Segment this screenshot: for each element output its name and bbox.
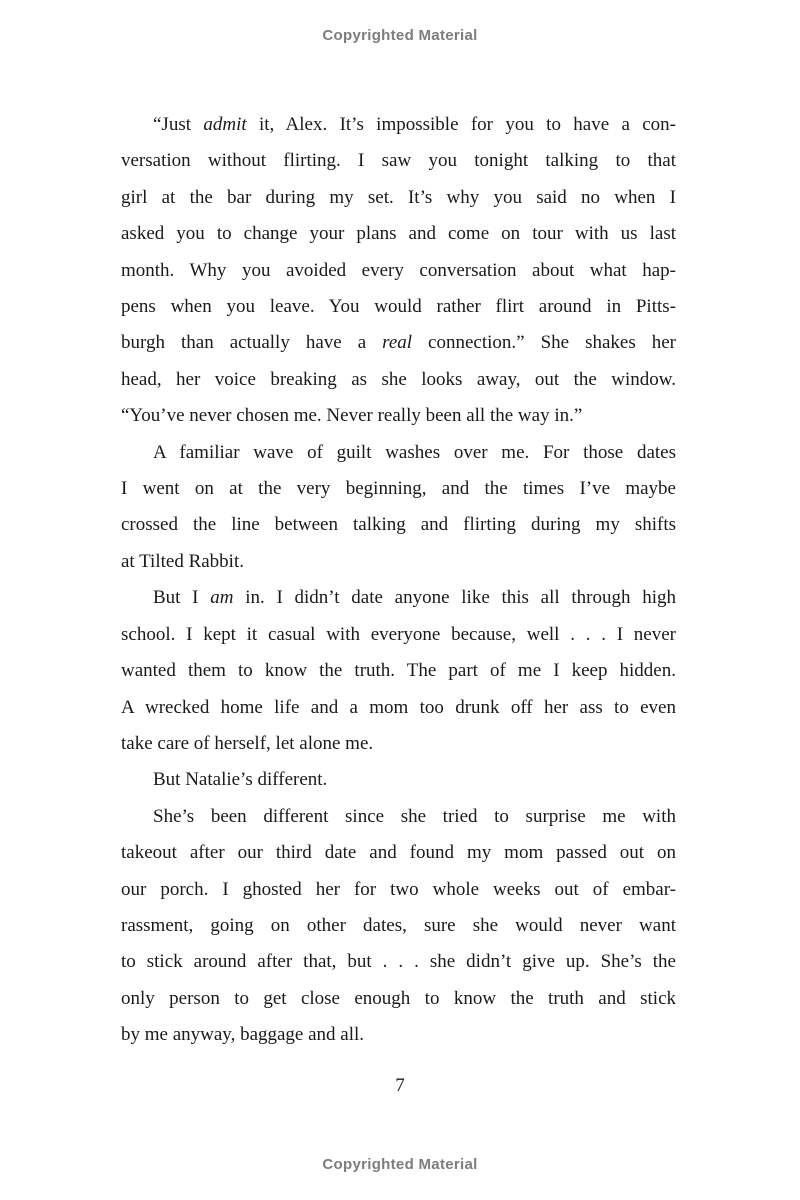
page-number: 7	[395, 1075, 405, 1096]
paragraph	[121, 435, 676, 581]
text-segment: it, Alex. It’s impossible for you to have a con-	[246, 114, 676, 135]
text-line	[121, 143, 676, 179]
text-line	[121, 908, 676, 944]
text-line	[121, 872, 676, 908]
text-segment: rassment, going on other dates, sure she would never want	[121, 914, 676, 936]
text-segment: take care of herself, let alone me.	[121, 732, 374, 754]
text-line	[121, 617, 676, 653]
emphasis-text: real	[382, 332, 413, 354]
text-line	[121, 289, 676, 325]
text-segment: head, her voice breaking as she looks away, out the window.	[121, 368, 676, 390]
text-segment: connection.” She shakes her	[412, 332, 676, 354]
text-line	[121, 253, 676, 289]
text-segment: to stick around after that, but . . . she didn’t give up. She’s the	[121, 951, 676, 973]
text-segment: But Natalie’s different.	[153, 769, 328, 791]
text-segment: A familiar wave of guilt washes over me. For those dates	[153, 441, 676, 463]
paragraph	[121, 762, 676, 798]
emphasis-text: admit	[203, 114, 247, 135]
text-segment: I went on at the very beginning, and the times I’ve maybe	[121, 478, 676, 500]
text-segment: She’s been different since she tried to surprise me with	[153, 805, 676, 827]
text-segment: “Just	[153, 114, 204, 135]
copyright-notice-bottom: Copyrighted Material	[322, 1156, 478, 1173]
text-line	[121, 507, 676, 543]
text-segment: wanted them to know the truth. The part of me I keep hidden.	[121, 660, 676, 682]
text-line	[121, 107, 676, 143]
text-line	[121, 216, 676, 252]
text-line	[121, 325, 676, 361]
text-line	[121, 799, 676, 835]
paragraph	[121, 580, 676, 762]
text-line	[121, 362, 676, 398]
copyright-notice-top: Copyrighted Material	[322, 27, 478, 44]
text-line	[121, 180, 676, 216]
text-segment: burgh than actually have a	[121, 332, 383, 354]
text-segment: our porch. I ghosted her for two whole weeks out of embar-	[121, 878, 676, 900]
text-segment: crossed the line between talking and flirting during my shifts	[121, 514, 676, 536]
text-segment: in. I didn’t date anyone like this all through high	[233, 587, 676, 609]
text-segment: by me anyway, baggage and all.	[121, 1024, 365, 1046]
text-line	[121, 544, 676, 580]
text-line	[121, 762, 676, 798]
text-segment: at Tilted Rabbit.	[121, 550, 244, 572]
text-segment: asked you to change your plans and come on tour with us last	[121, 223, 676, 245]
text-segment: But I	[153, 587, 211, 609]
text-segment: only person to get close enough to know the truth and stick	[121, 987, 676, 1009]
text-line	[121, 471, 676, 507]
text-line	[121, 944, 676, 980]
text-segment: girl at the bar during my set. It’s why you said no when I	[121, 186, 676, 208]
text-line	[121, 1017, 676, 1053]
body-text	[121, 107, 676, 1054]
text-line	[121, 690, 676, 726]
text-segment: “You’ve never chosen me. Never really been all the way in.”	[121, 405, 583, 427]
paragraph	[121, 799, 676, 1054]
text-line	[121, 653, 676, 689]
paragraph	[121, 107, 676, 435]
emphasis-text: am	[210, 587, 234, 609]
text-line	[121, 726, 676, 762]
text-segment: pens when you leave. You would rather flirt around in Pitts-	[121, 296, 676, 318]
text-line	[121, 398, 676, 434]
text-segment: school. I kept it casual with everyone because, well . . . I never	[121, 623, 676, 645]
text-line	[121, 981, 676, 1017]
text-segment: takeout after our third date and found my mom passed out on	[121, 842, 676, 864]
text-segment: versation without flirting. I saw you tonight talking to that	[121, 150, 676, 172]
text-line	[121, 580, 676, 616]
text-line	[121, 435, 676, 471]
text-segment: month. Why you avoided every conversation about what hap-	[121, 259, 676, 281]
text-segment: A wrecked home life and a mom too drunk off her ass to even	[121, 696, 676, 718]
text-line	[121, 835, 676, 871]
